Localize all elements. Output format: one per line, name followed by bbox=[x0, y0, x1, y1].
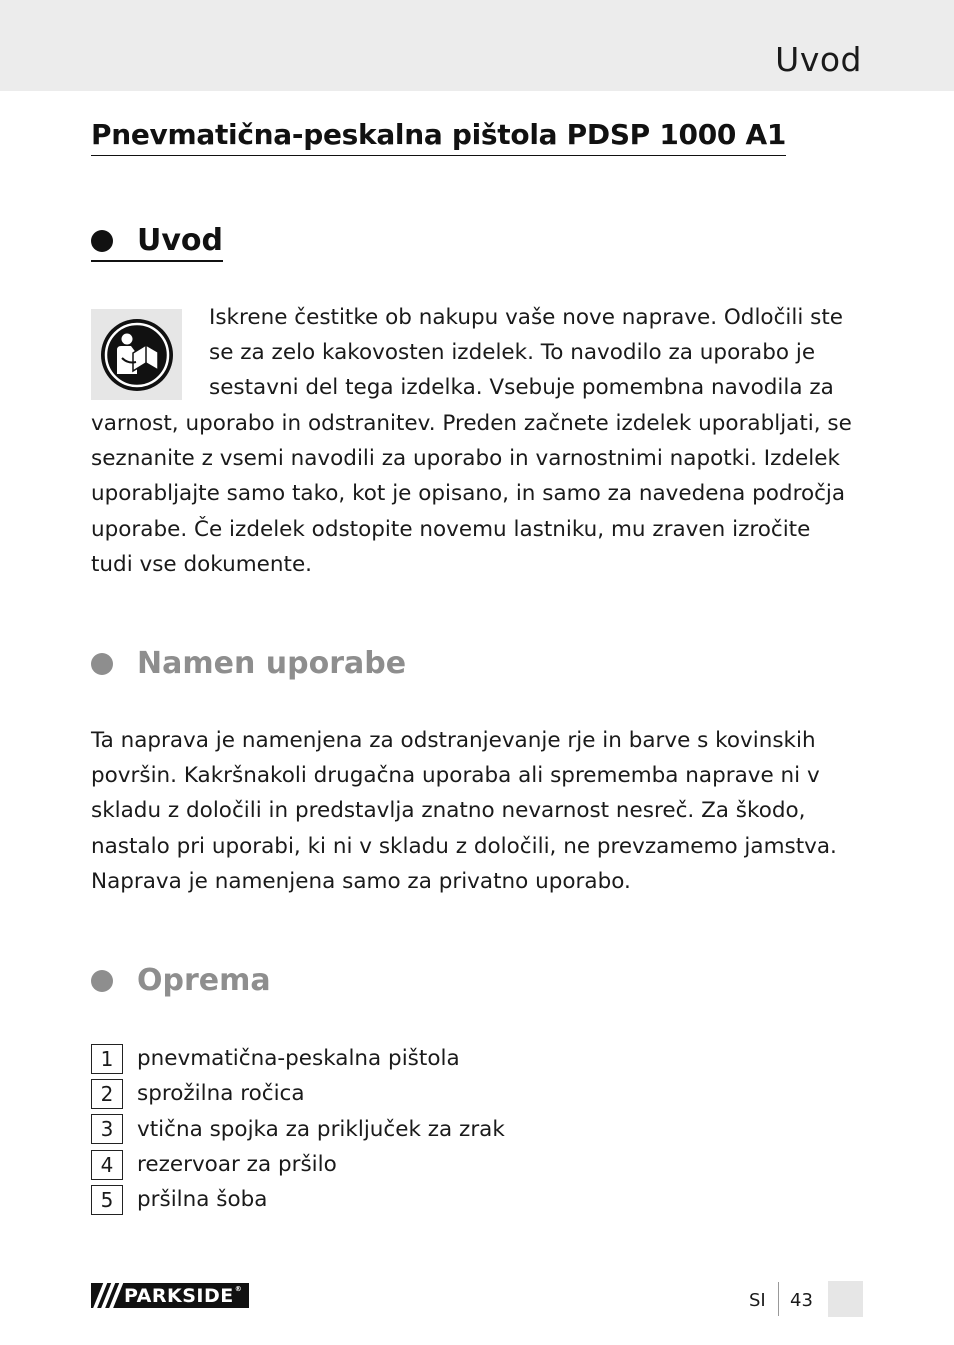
paragraph-line: površin. Kakršnakoli drugačna uporaba ali sprememba naprave ni v bbox=[91, 763, 820, 789]
list-item bbox=[91, 1147, 505, 1182]
footer-language: SI bbox=[749, 1290, 766, 1311]
intro-line: Iskrene čestitke ob nakupu vaše nove naprave. Odločili ste bbox=[209, 305, 844, 330]
paragraph-line: uporabljajte samo tako, kot je opisano, in samo za navedena področja bbox=[91, 481, 846, 507]
equipment-list bbox=[91, 1041, 505, 1217]
document-title: Pnevmatična-peskalna pištola PDSP 1000 A1 bbox=[91, 118, 786, 156]
item-number: 4 bbox=[91, 1150, 123, 1180]
list-item bbox=[91, 1041, 505, 1076]
paragraph-line: Naprava je namenjena samo za privatno uporabo. bbox=[91, 868, 631, 894]
uvod-paragraph bbox=[91, 406, 852, 582]
namen-paragraph bbox=[91, 723, 837, 899]
section-heading-oprema bbox=[91, 963, 271, 998]
section-heading-uvod bbox=[91, 223, 223, 262]
item-label: rezervoar za pršilo bbox=[137, 1152, 337, 1178]
paragraph-line: seznanite z vsemi navodili za uporabo in varnostnimi napotki. Izdelek bbox=[91, 446, 840, 472]
list-item bbox=[91, 1182, 505, 1217]
item-number: 3 bbox=[91, 1114, 123, 1144]
list-item bbox=[91, 1076, 505, 1111]
paragraph-line: nastalo pri uporabi, ki ni v skladu z določili, ne prevzamemo jamstva. bbox=[91, 833, 837, 859]
header-title: Uvod bbox=[775, 40, 862, 79]
bullet-icon bbox=[91, 970, 113, 992]
list-item bbox=[91, 1112, 505, 1147]
item-label: pnevmatična-peskalna pištola bbox=[137, 1046, 460, 1072]
logo-stripes-icon bbox=[91, 1283, 124, 1308]
paragraph-line: tudi vse dokumente. bbox=[91, 551, 313, 577]
page-number: 43 bbox=[790, 1290, 813, 1311]
paragraph-line: Ta naprava je namenjena za odstranjevanje rje in barve s kovinskih bbox=[91, 728, 816, 753]
section-heading-label: Uvod bbox=[137, 223, 224, 258]
read-manual-icon bbox=[91, 309, 182, 400]
intro-line: sestavni del tega izdelka. Vsebuje pomembna navodila za bbox=[209, 375, 834, 400]
paragraph-line: uporabe. Če izdelek odstopite novemu lastniku, mu zraven izročite bbox=[91, 516, 811, 542]
item-number: 2 bbox=[91, 1079, 123, 1109]
section-heading-label: Namen uporabe bbox=[137, 646, 407, 681]
section-heading-namen-uporabe bbox=[91, 646, 406, 681]
item-label: pršilna šoba bbox=[137, 1187, 268, 1213]
brand-name: PARKSIDE® bbox=[124, 1284, 243, 1307]
item-number: 1 bbox=[91, 1044, 123, 1074]
section-heading-label: Oprema bbox=[137, 963, 271, 998]
footer-tab bbox=[828, 1281, 863, 1317]
paragraph-line: skladu z določili in predstavlja znatno nevarnost nesreč. Za škodo, bbox=[91, 798, 806, 824]
bullet-icon bbox=[91, 230, 113, 252]
item-label: vtična spojka za priključek za zrak bbox=[137, 1116, 505, 1142]
intro-line: se za zelo kakovosten izdelek. To navodilo za uporabo je bbox=[209, 340, 816, 365]
bullet-icon bbox=[91, 653, 113, 675]
footer-divider bbox=[778, 1282, 779, 1316]
paragraph-line: varnost, uporabo in odstranitev. Preden začnete izdelek uporabljati, se bbox=[91, 411, 852, 436]
item-number: 5 bbox=[91, 1185, 123, 1215]
item-label: sprožilna ročica bbox=[137, 1081, 305, 1107]
parkside-logo bbox=[91, 1283, 249, 1308]
